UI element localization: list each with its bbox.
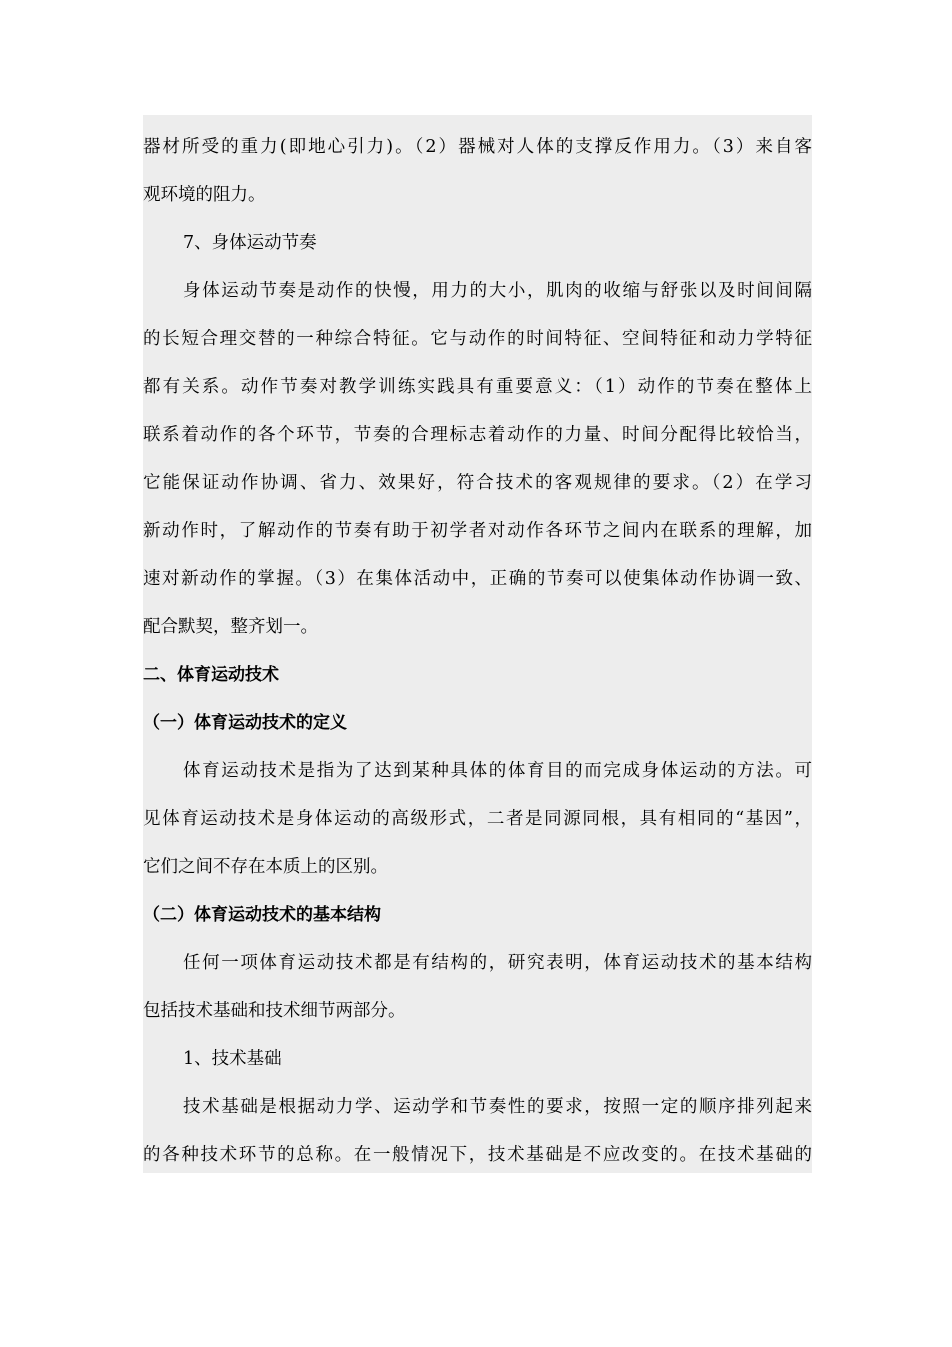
paragraph-line: 新动作时，了解动作的节奏有助于初学者对动作各环节之间内在联系的理解，加 [143, 521, 812, 541]
highlighted-text-block [143, 115, 812, 1173]
subsection-title: 1、技术基础 [183, 1049, 282, 1069]
section-heading: 二、体育运动技术 [143, 665, 279, 685]
paragraph-line: 任何一项体育运动技术都是有结构的，研究表明，体育运动技术的基本结构 [183, 953, 812, 973]
paragraph-line: 身体运动节奏是动作的快慢，用力的大小，肌肉的收缩与舒张以及时间间隔 [183, 281, 812, 301]
paragraph-line: 都有关系。动作节奏对教学训练实践具有重要意义：（1）动作的节奏在整体上 [143, 377, 812, 397]
paragraph-line: 配合默契，整齐划一。 [143, 617, 318, 637]
paragraph-line: 观环境的阻力。 [143, 185, 266, 205]
paragraph-line: 的长短合理交替的一种综合特征。它与动作的时间特征、空间特征和动力学特征 [143, 329, 812, 349]
paragraph-line: 它们之间不存在本质上的区别。 [143, 857, 388, 877]
paragraph-line: 联系着动作的各个环节，节奏的合理标志着动作的力量、时间分配得比较恰当， [143, 425, 812, 445]
paragraph-line: 技术基础是根据动力学、运动学和节奏性的要求，按照一定的顺序排列起来 [183, 1097, 812, 1117]
paragraph-line: 见体育运动技术是身体运动的高级形式，二者是同源同根，具有相同的“基因”， [143, 809, 812, 829]
paragraph-line: 的各种技术环节的总称。在一般情况下，技术基础是不应改变的。在技术基础的 [143, 1145, 812, 1165]
paragraph-line: 它能保证动作协调、省力、效果好，符合技术的客观规律的要求。（2）在学习 [143, 473, 812, 493]
subsection-heading: （一）体育运动技术的定义 [143, 713, 347, 733]
subsection-heading: （二）体育运动技术的基本结构 [143, 905, 381, 925]
paragraph-line: 器材所受的重力(即地心引力)。（2）器械对人体的支撑反作用力。（3）来自客 [143, 137, 812, 157]
subsection-title: 7、身体运动节奏 [183, 233, 317, 253]
paragraph-line: 体育运动技术是指为了达到某种具体的体育目的而完成身体运动的方法。可 [183, 761, 812, 781]
paragraph-line: 包括技术基础和技术细节两部分。 [143, 1001, 406, 1021]
paragraph-line: 速对新动作的掌握。（3）在集体活动中，正确的节奏可以使集体动作协调一致、 [143, 569, 812, 589]
